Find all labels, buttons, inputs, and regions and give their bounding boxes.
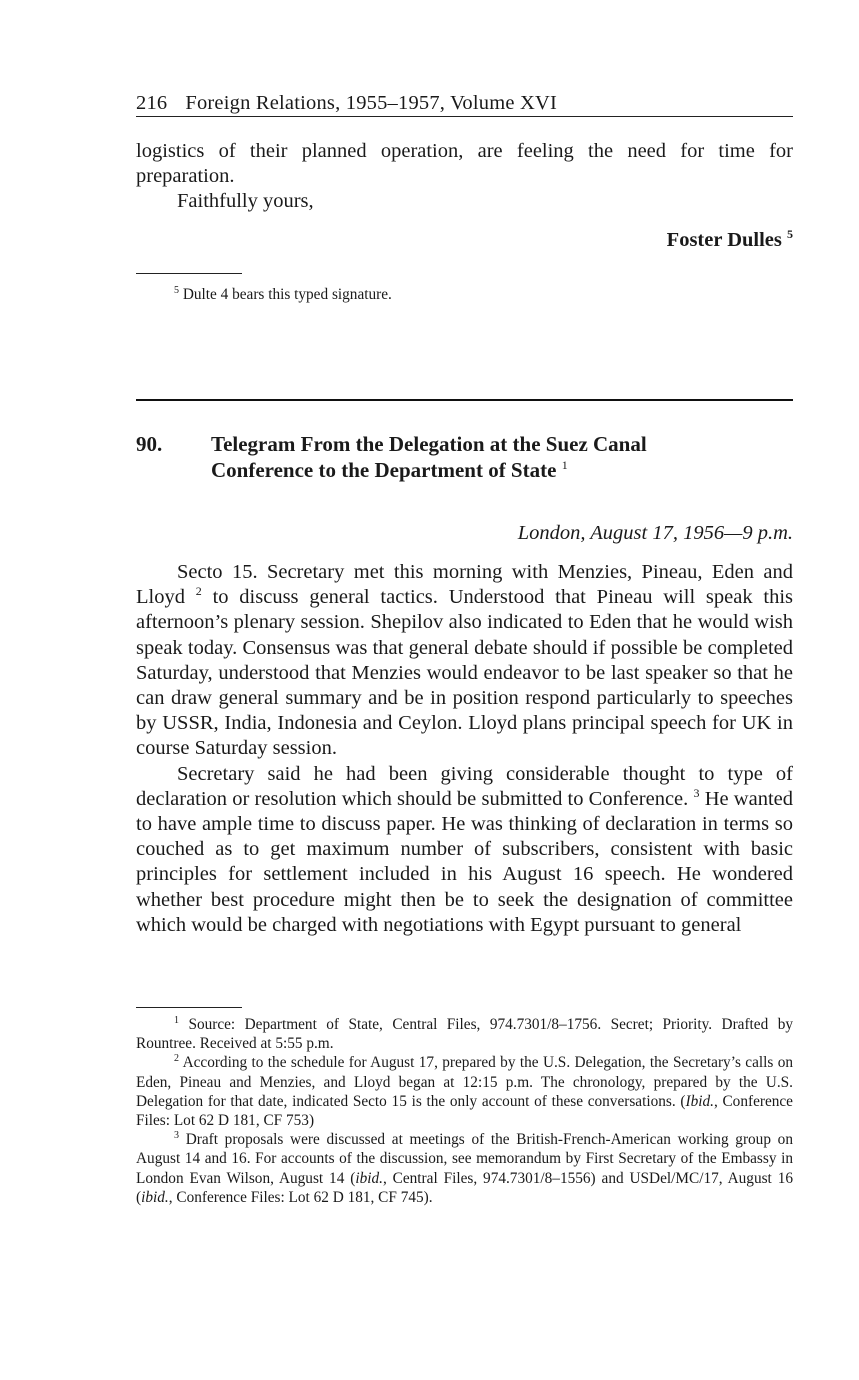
footnote-1 xyxy=(136,1015,793,1053)
closing-line: Faithfully yours, xyxy=(177,190,314,213)
document-number: 90. xyxy=(136,432,163,456)
footnote-5 xyxy=(136,285,793,304)
signature-name: Foster Dulles xyxy=(666,229,782,251)
footnote-5-number: 5 xyxy=(174,284,179,296)
footnote-1-number: 1 xyxy=(174,1014,179,1026)
footnote-3 xyxy=(136,1130,793,1207)
paragraph-1-footnote-ref: 2 xyxy=(195,584,202,599)
document-heading xyxy=(136,431,793,483)
footnote-2 xyxy=(136,1053,793,1130)
footnote-rule-2 xyxy=(136,1007,242,1008)
footnote-2-ibid: Ibid. xyxy=(685,1092,714,1110)
page-number: 216 xyxy=(136,92,168,114)
footnote-5-text: Dulte 4 bears this typed signature. xyxy=(182,286,392,303)
paragraph-1 xyxy=(136,560,793,762)
footnote-3-text-a: Draft proposals were discussed at meetings of the British-French-American working group on August 14 and 16. For accounts of the discussion, see memorandum by First Secretary of the Embassy in London Evan Wilson, August 14 ( xyxy=(136,1131,793,1187)
document-title-line-2-text: Conference to the Department of State xyxy=(211,458,557,482)
footnote-1-text: Source: Department of State, Central Files, 974.7301/8–1756. Secret; Priority. Drafted by Rountree. Received at 5:55 p.m. xyxy=(136,1016,793,1053)
footnote-3-number: 3 xyxy=(174,1130,179,1142)
running-head xyxy=(136,90,793,117)
volume-title: Foreign Relations, 1955–1957, Volume XVI xyxy=(185,92,558,114)
signature xyxy=(667,229,793,252)
dateline: London, August 17, 1956—9 p.m. xyxy=(517,522,793,544)
signature-footnote-ref: 5 xyxy=(787,227,793,242)
footnote-2-text-b: , Conference Files: Lot 62 D 181, CF 753) xyxy=(136,1092,793,1130)
footnote-2-text-a: According to the schedule for August 17, prepared by the U.S. Delegation, the Secretary’s calls on Eden, Pineau and Menzies, and Lloyd began at 12:15 p.m. The chronology, prepared by the U.S. Delegation for that date, indicated Secto 15 is the only account of these conversations. ( xyxy=(136,1054,794,1110)
footnote-3-text-b: , Central Files, 974.7301/8–1556) and USDel/MC/17, August 16 ( xyxy=(136,1169,793,1206)
paragraph-2 xyxy=(136,762,793,938)
section-divider xyxy=(136,399,793,401)
footnote-2-number: 2 xyxy=(174,1053,179,1065)
footnote-3-ibid-2: ibid. xyxy=(141,1188,169,1206)
continuation-block xyxy=(136,139,793,215)
document-title-footnote-ref: 1 xyxy=(561,458,568,472)
telegram-body xyxy=(136,560,793,938)
paragraph-1-part-a: Secto 15. Secretary met this morning with Menzies, Pineau, Eden and Lloyd xyxy=(136,561,793,609)
footnote-3-ibid-1: ibid. xyxy=(355,1169,383,1187)
footnote-rule xyxy=(136,273,242,274)
document-title-line-2 xyxy=(211,457,793,483)
footnote-3-text-c: , Conference Files: Lot 62 D 181, CF 745). xyxy=(168,1188,433,1206)
paragraph-2-footnote-ref: 3 xyxy=(693,786,700,800)
paragraph-1-part-b: to discuss general tactics. Understood that Pineau will speak this afternoon’s plenary session. Shepilov also indicated to Eden that he would wish speak today. Consensus was that general debate should if possible be completed Saturday, understood that Menzies would endeavor to be last speaker so that he can draw general summary and be in position respond particularly to speeches by USSR, India, Indonesia and Ceylon. Lloyd plans principal speech for UK in course Saturday session. xyxy=(136,586,794,760)
document-title-line-1: Telegram From the Delegation at the Suez Canal xyxy=(211,432,647,456)
paragraph-2-part-a: Secretary said he had been giving considerable thought to type of declaration or resolution which should be submitted to Conference. xyxy=(136,762,793,810)
paragraph-2-part-b: He wanted to have ample time to discuss paper. He was thinking of declaration in terms so couched as to get maximum number of subscribers, consistent with basic principles for settlement included in his August 16 speech. He wondered whether best procedure might then be to seek the designation of committee which would be charged with negotiations with Egypt pursuant to general xyxy=(136,787,793,936)
footnotes xyxy=(136,1015,793,1207)
continuation-paragraph: logistics of their planned operation, are feeling the need for time for preparation. xyxy=(136,140,793,188)
